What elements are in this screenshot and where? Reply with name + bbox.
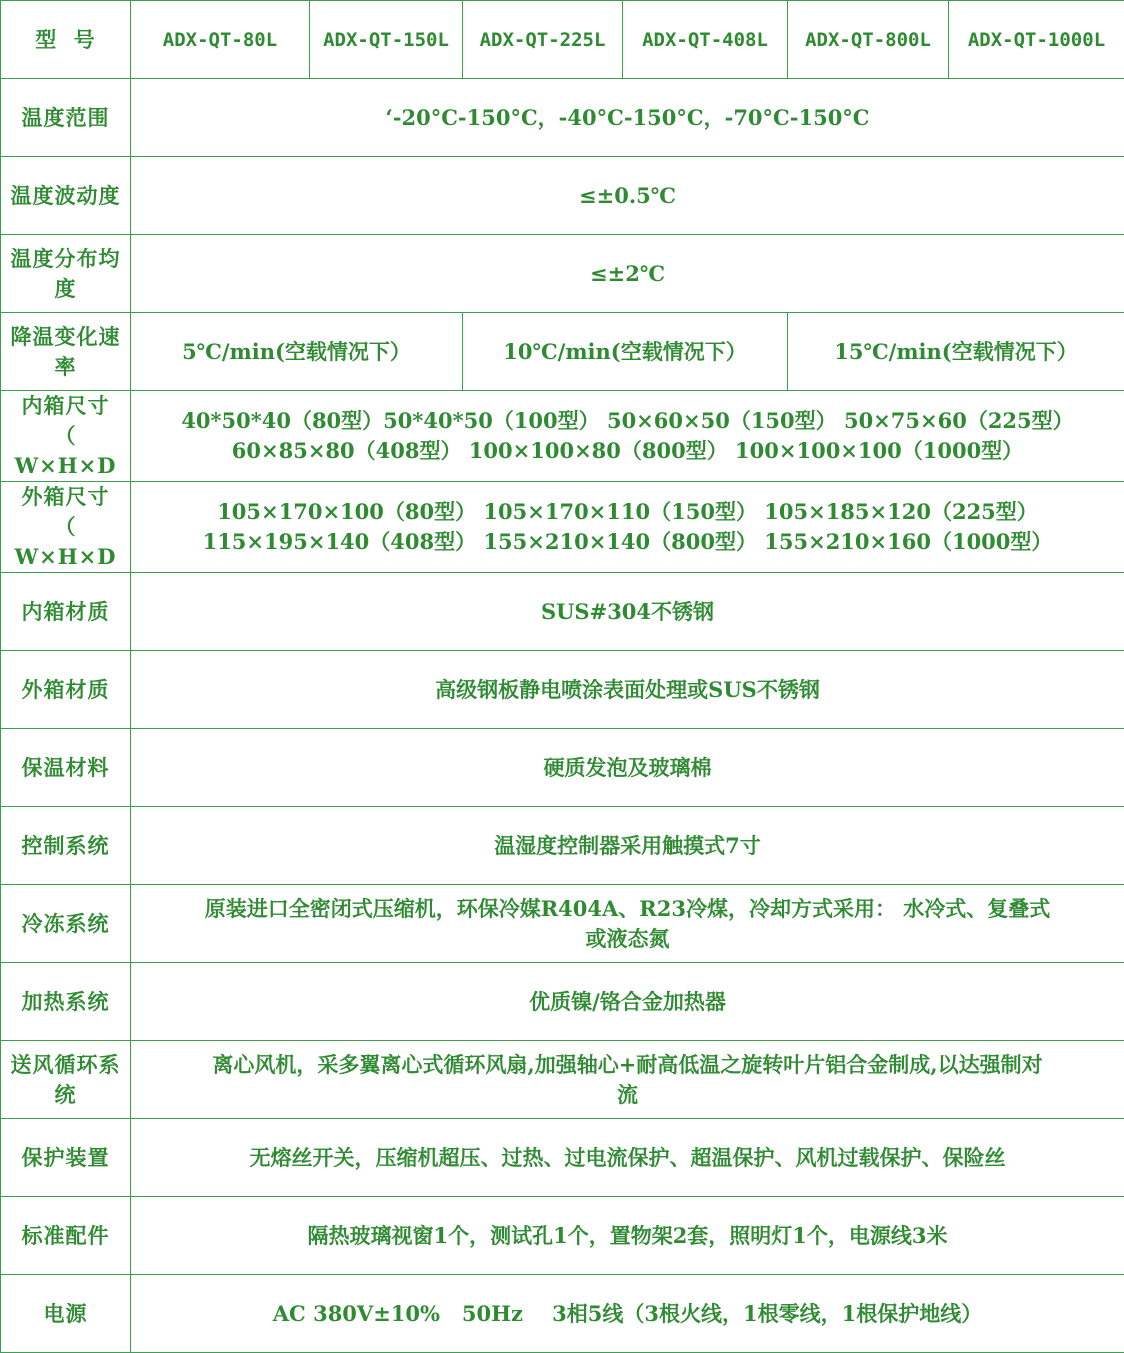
outer-size-label-line: W×H×D xyxy=(5,542,126,572)
air-circulation-row xyxy=(1,1041,1124,1119)
control-system-row xyxy=(1,807,1124,885)
heating-label: 加热系统 xyxy=(1,963,131,1041)
accessories-row xyxy=(1,1197,1124,1275)
model-cell-800l: ADX-QT-800L xyxy=(788,1,949,79)
inner-size-label-line: （ xyxy=(5,421,126,451)
refrigeration-line: 或液态氮 xyxy=(137,924,1118,954)
outer-size-line: 115×195×140（408型） 155×210×140（800型） 155×210×160（1000型） xyxy=(137,527,1118,557)
inner-size-value xyxy=(131,391,1124,482)
insulation-row xyxy=(1,729,1124,807)
inner-size-label-line: W×H×D xyxy=(5,451,126,481)
temp-range-value: ‘-20°C-150°C，-40°C-150°C，-70°C-150°C xyxy=(131,79,1124,157)
model-label: 型 号 xyxy=(1,1,131,79)
outer-size-line: 105×170×100（80型） 105×170×110（150型） 105×185×120（225型） xyxy=(137,497,1118,527)
control-system-label: 控制系统 xyxy=(1,807,131,885)
model-cell-1000l: ADX-QT-1000L xyxy=(949,1,1124,79)
inner-size-row xyxy=(1,391,1124,482)
power-value: AC 380V±10% 50Hz 3相5线（3根火线，1根零线，1根保护地线） xyxy=(131,1275,1124,1353)
inner-material-label: 内箱材质 xyxy=(1,573,131,651)
outer-material-label: 外箱材质 xyxy=(1,651,131,729)
accessories-label: 标准配件 xyxy=(1,1197,131,1275)
temp-fluctuation-row xyxy=(1,157,1124,235)
insulation-label: 保温材料 xyxy=(1,729,131,807)
refrigeration-line: 原装进口全密闭式压缩机，环保冷媒R404A、R23冷煤，冷却方式采用： 水冷式、复叠式 xyxy=(137,894,1118,924)
temp-range-label: 温度范围 xyxy=(1,79,131,157)
air-circulation-line: 离心风机，采多翼离心式循环风扇,加强轴心+耐高低温之旋转叶片铝合金制成,以达强制对 xyxy=(137,1050,1118,1080)
temp-uniformity-value: ≤±2℃ xyxy=(131,235,1124,313)
air-circulation-line: 流 xyxy=(137,1080,1118,1110)
model-cell-225l: ADX-QT-225L xyxy=(463,1,623,79)
insulation-value: 硬质发泡及玻璃棉 xyxy=(131,729,1124,807)
cooling-rate-15: 15℃/min(空载情况下） xyxy=(788,313,1124,391)
outer-size-label-line: 外箱尺寸 xyxy=(5,482,126,512)
protection-value: 无熔丝开关，压缩机超压、过热、过电流保护、超温保护、风机过载保护、保险丝 xyxy=(131,1119,1124,1197)
protection-row xyxy=(1,1119,1124,1197)
outer-material-value: 高级钢板静电喷涂表面处理或SUS不锈钢 xyxy=(131,651,1124,729)
cooling-rate-10: 10℃/min(空载情况下） xyxy=(463,313,788,391)
heating-value: 优质镍/铬合金加热器 xyxy=(131,963,1124,1041)
heating-row xyxy=(1,963,1124,1041)
outer-material-row xyxy=(1,651,1124,729)
outer-size-value xyxy=(131,482,1124,573)
model-cell-150l: ADX-QT-150L xyxy=(310,1,463,79)
protection-label: 保护装置 xyxy=(1,1119,131,1197)
model-cell-80l: ADX-QT-80L xyxy=(131,1,310,79)
cooling-rate-label: 降温变化速率 xyxy=(1,313,131,391)
refrigeration-label: 冷冻系统 xyxy=(1,885,131,963)
temp-uniformity-label: 温度分布均度 xyxy=(1,235,131,313)
power-label: 电源 xyxy=(1,1275,131,1353)
inner-material-value: SUS#304不锈钢 xyxy=(131,573,1124,651)
inner-size-label xyxy=(1,391,131,482)
outer-size-label-line: （ xyxy=(5,512,126,542)
inner-size-label-line: 内箱尺寸 xyxy=(5,391,126,421)
air-circulation-label: 送风循环系统 xyxy=(1,1041,131,1119)
accessories-value: 隔热玻璃视窗1个，测试孔1个，置物架2套，照明灯1个，电源线3米 xyxy=(131,1197,1124,1275)
air-circulation-value xyxy=(131,1041,1124,1119)
outer-size-row xyxy=(1,482,1124,573)
temp-uniformity-row xyxy=(1,235,1124,313)
cooling-rate-row xyxy=(1,313,1124,391)
power-row xyxy=(1,1275,1124,1353)
model-cell-408l: ADX-QT-408L xyxy=(623,1,788,79)
control-system-value: 温湿度控制器采用触摸式7寸 xyxy=(131,807,1124,885)
outer-size-label xyxy=(1,482,131,573)
temp-fluctuation-value: ≤±0.5℃ xyxy=(131,157,1124,235)
cooling-rate-5: 5℃/min(空载情况下） xyxy=(131,313,463,391)
inner-size-line: 40*50*40（80型）50*40*50（100型） 50×60×50（150型） 50×75×60（225型） xyxy=(137,406,1118,436)
temp-fluctuation-label: 温度波动度 xyxy=(1,157,131,235)
refrigeration-value xyxy=(131,885,1124,963)
model-row xyxy=(1,1,1124,79)
refrigeration-row xyxy=(1,885,1124,963)
inner-material-row xyxy=(1,573,1124,651)
inner-size-line: 60×85×80（408型） 100×100×80（800型） 100×100×100（1000型） xyxy=(137,436,1118,466)
temp-range-row xyxy=(1,79,1124,157)
